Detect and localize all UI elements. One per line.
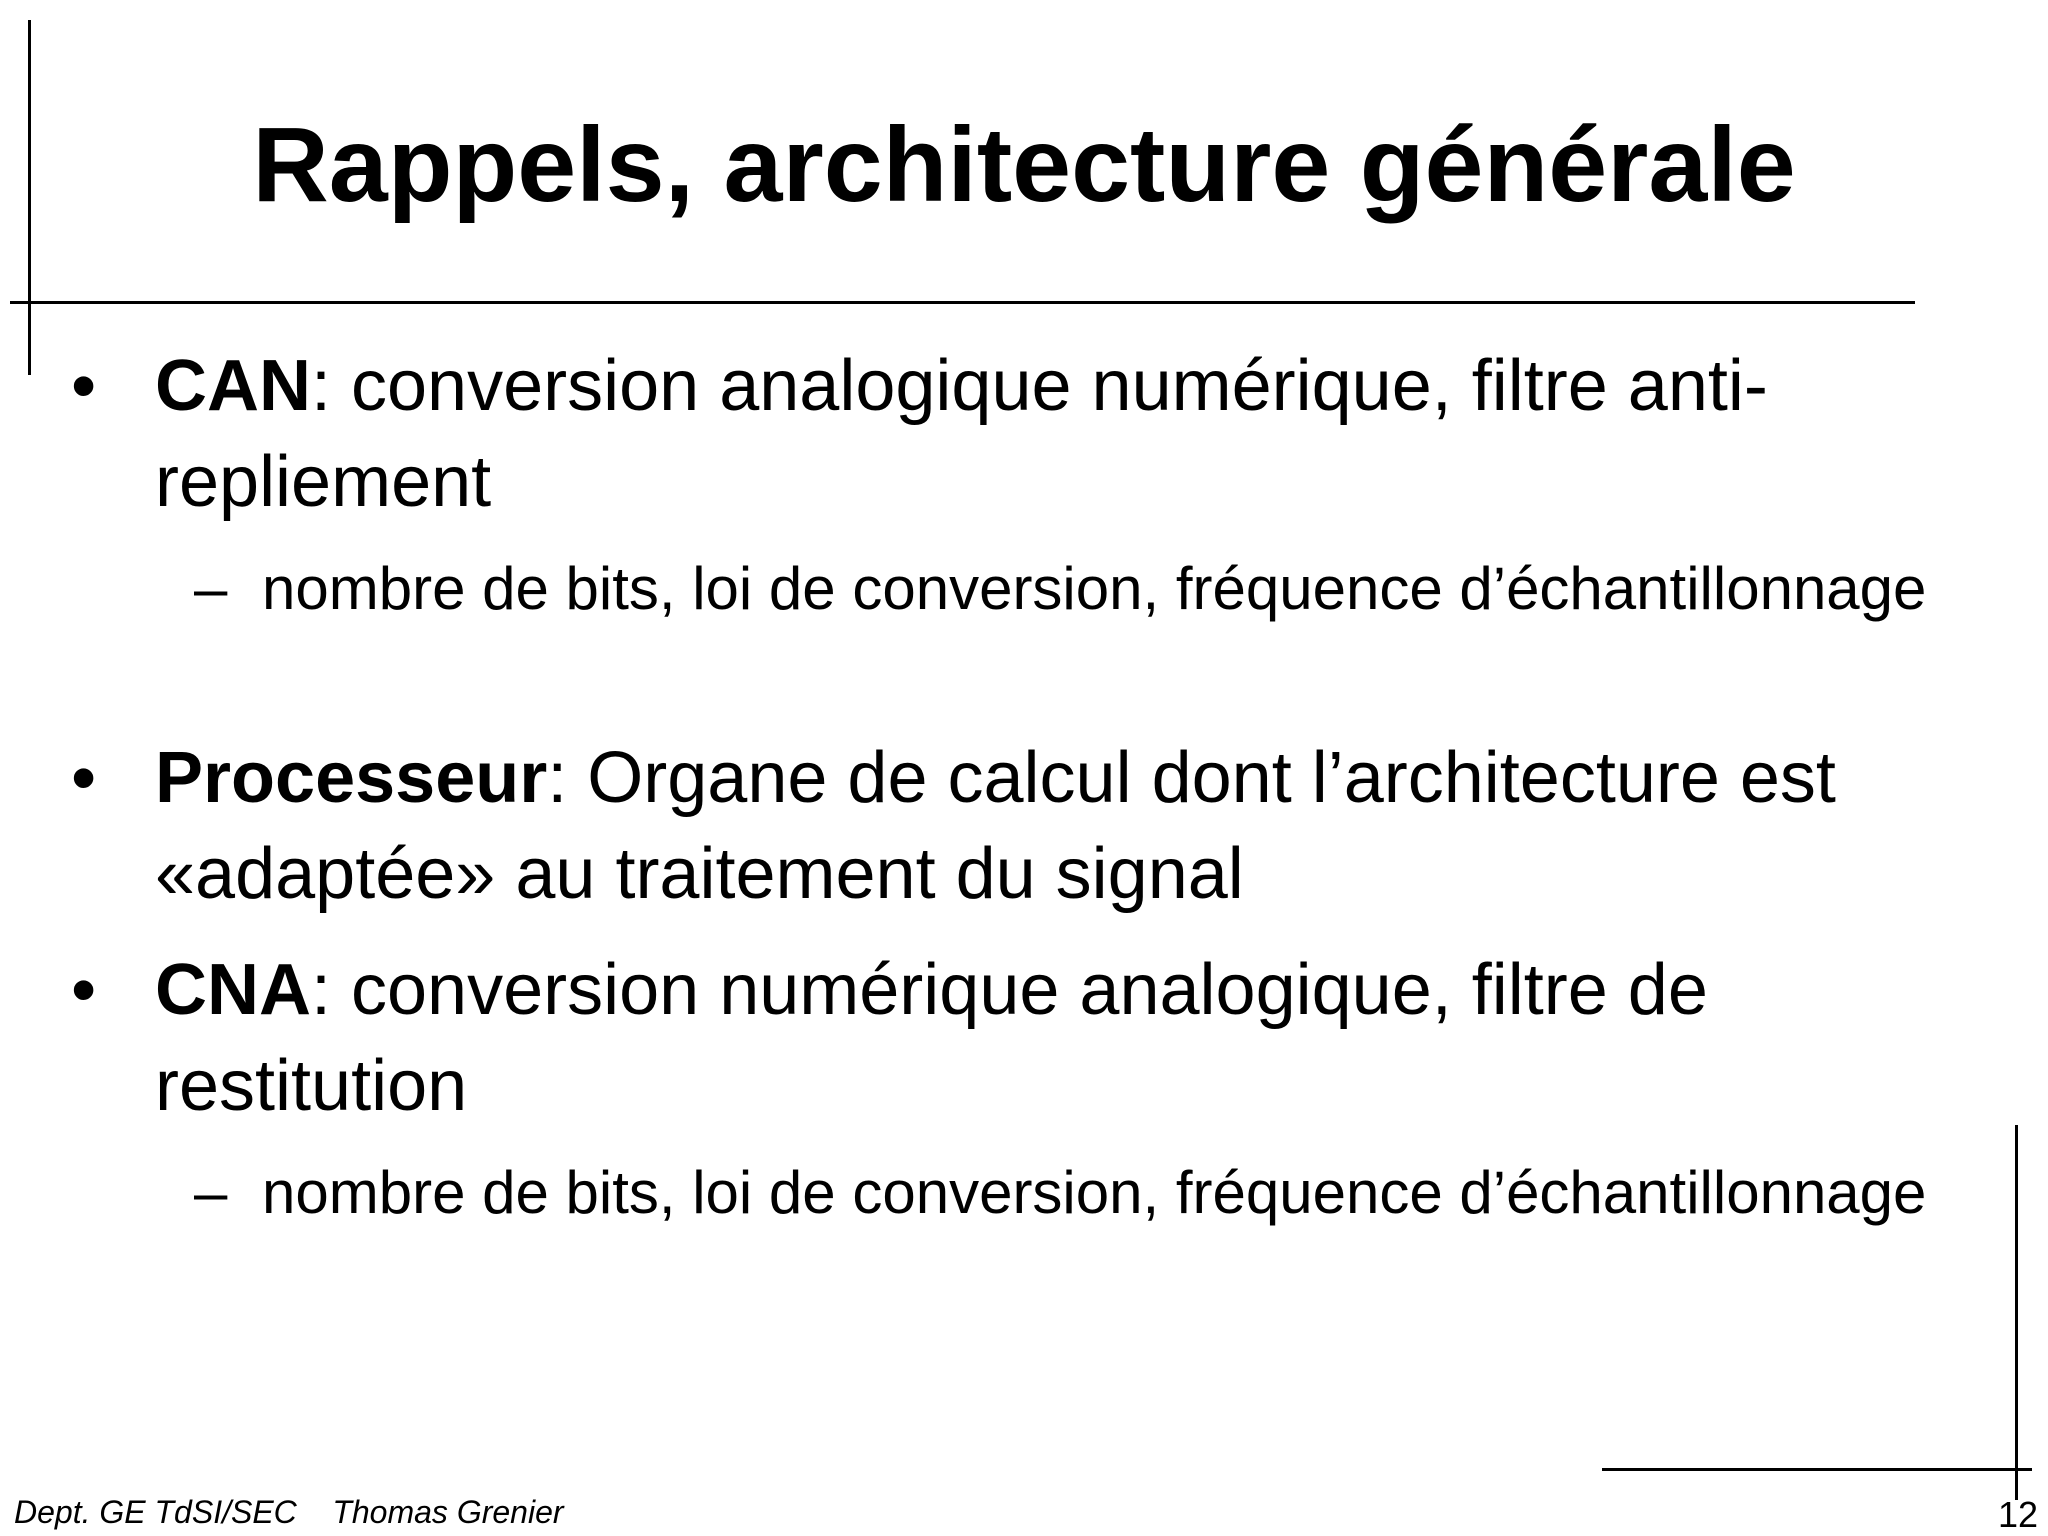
bullet-term: CAN bbox=[155, 346, 311, 426]
bullet-item-processeur bbox=[71, 730, 1975, 922]
sub-item-cna bbox=[194, 1152, 1962, 1234]
bullet-marker: • bbox=[71, 950, 97, 1030]
title-underline-rule bbox=[10, 301, 1915, 304]
bottom-right-horizontal-rule bbox=[1602, 1468, 2032, 1471]
dash-marker: – bbox=[194, 1159, 228, 1226]
bottom-right-vertical-rule bbox=[2015, 1125, 2018, 1500]
bullet-marker: • bbox=[71, 346, 97, 426]
bullet-text: : conversion analogique numérique, filtre anti-repliement bbox=[155, 346, 1768, 522]
page-number: 12 bbox=[1997, 1494, 2038, 1535]
dash-marker: – bbox=[194, 555, 228, 622]
sub-item-text: nombre de bits, loi de conversion, fréquence d’échantillonnage bbox=[262, 1159, 1927, 1226]
sub-item-text: nombre de bits, loi de conversion, fréquence d’échantillonnage bbox=[262, 555, 1927, 622]
bullet-term: Processeur bbox=[155, 738, 548, 818]
footer-author: Dept. GE TdSI/SEC Thomas Grenier bbox=[14, 1494, 564, 1530]
bullet-item-cna bbox=[71, 942, 1975, 1134]
sub-item-can bbox=[194, 548, 1962, 630]
bullet-text: : Organe de calcul dont l’architecture est «adaptée» au traitement du signal bbox=[155, 738, 1836, 914]
bullet-marker: • bbox=[71, 738, 97, 818]
bullet-term: CNA bbox=[155, 950, 311, 1030]
bullet-item-can bbox=[71, 338, 1975, 530]
bullet-text: : conversion numérique analogique, filtre de restitution bbox=[155, 950, 1708, 1126]
slide-title: Rappels, architecture générale bbox=[252, 106, 1796, 224]
